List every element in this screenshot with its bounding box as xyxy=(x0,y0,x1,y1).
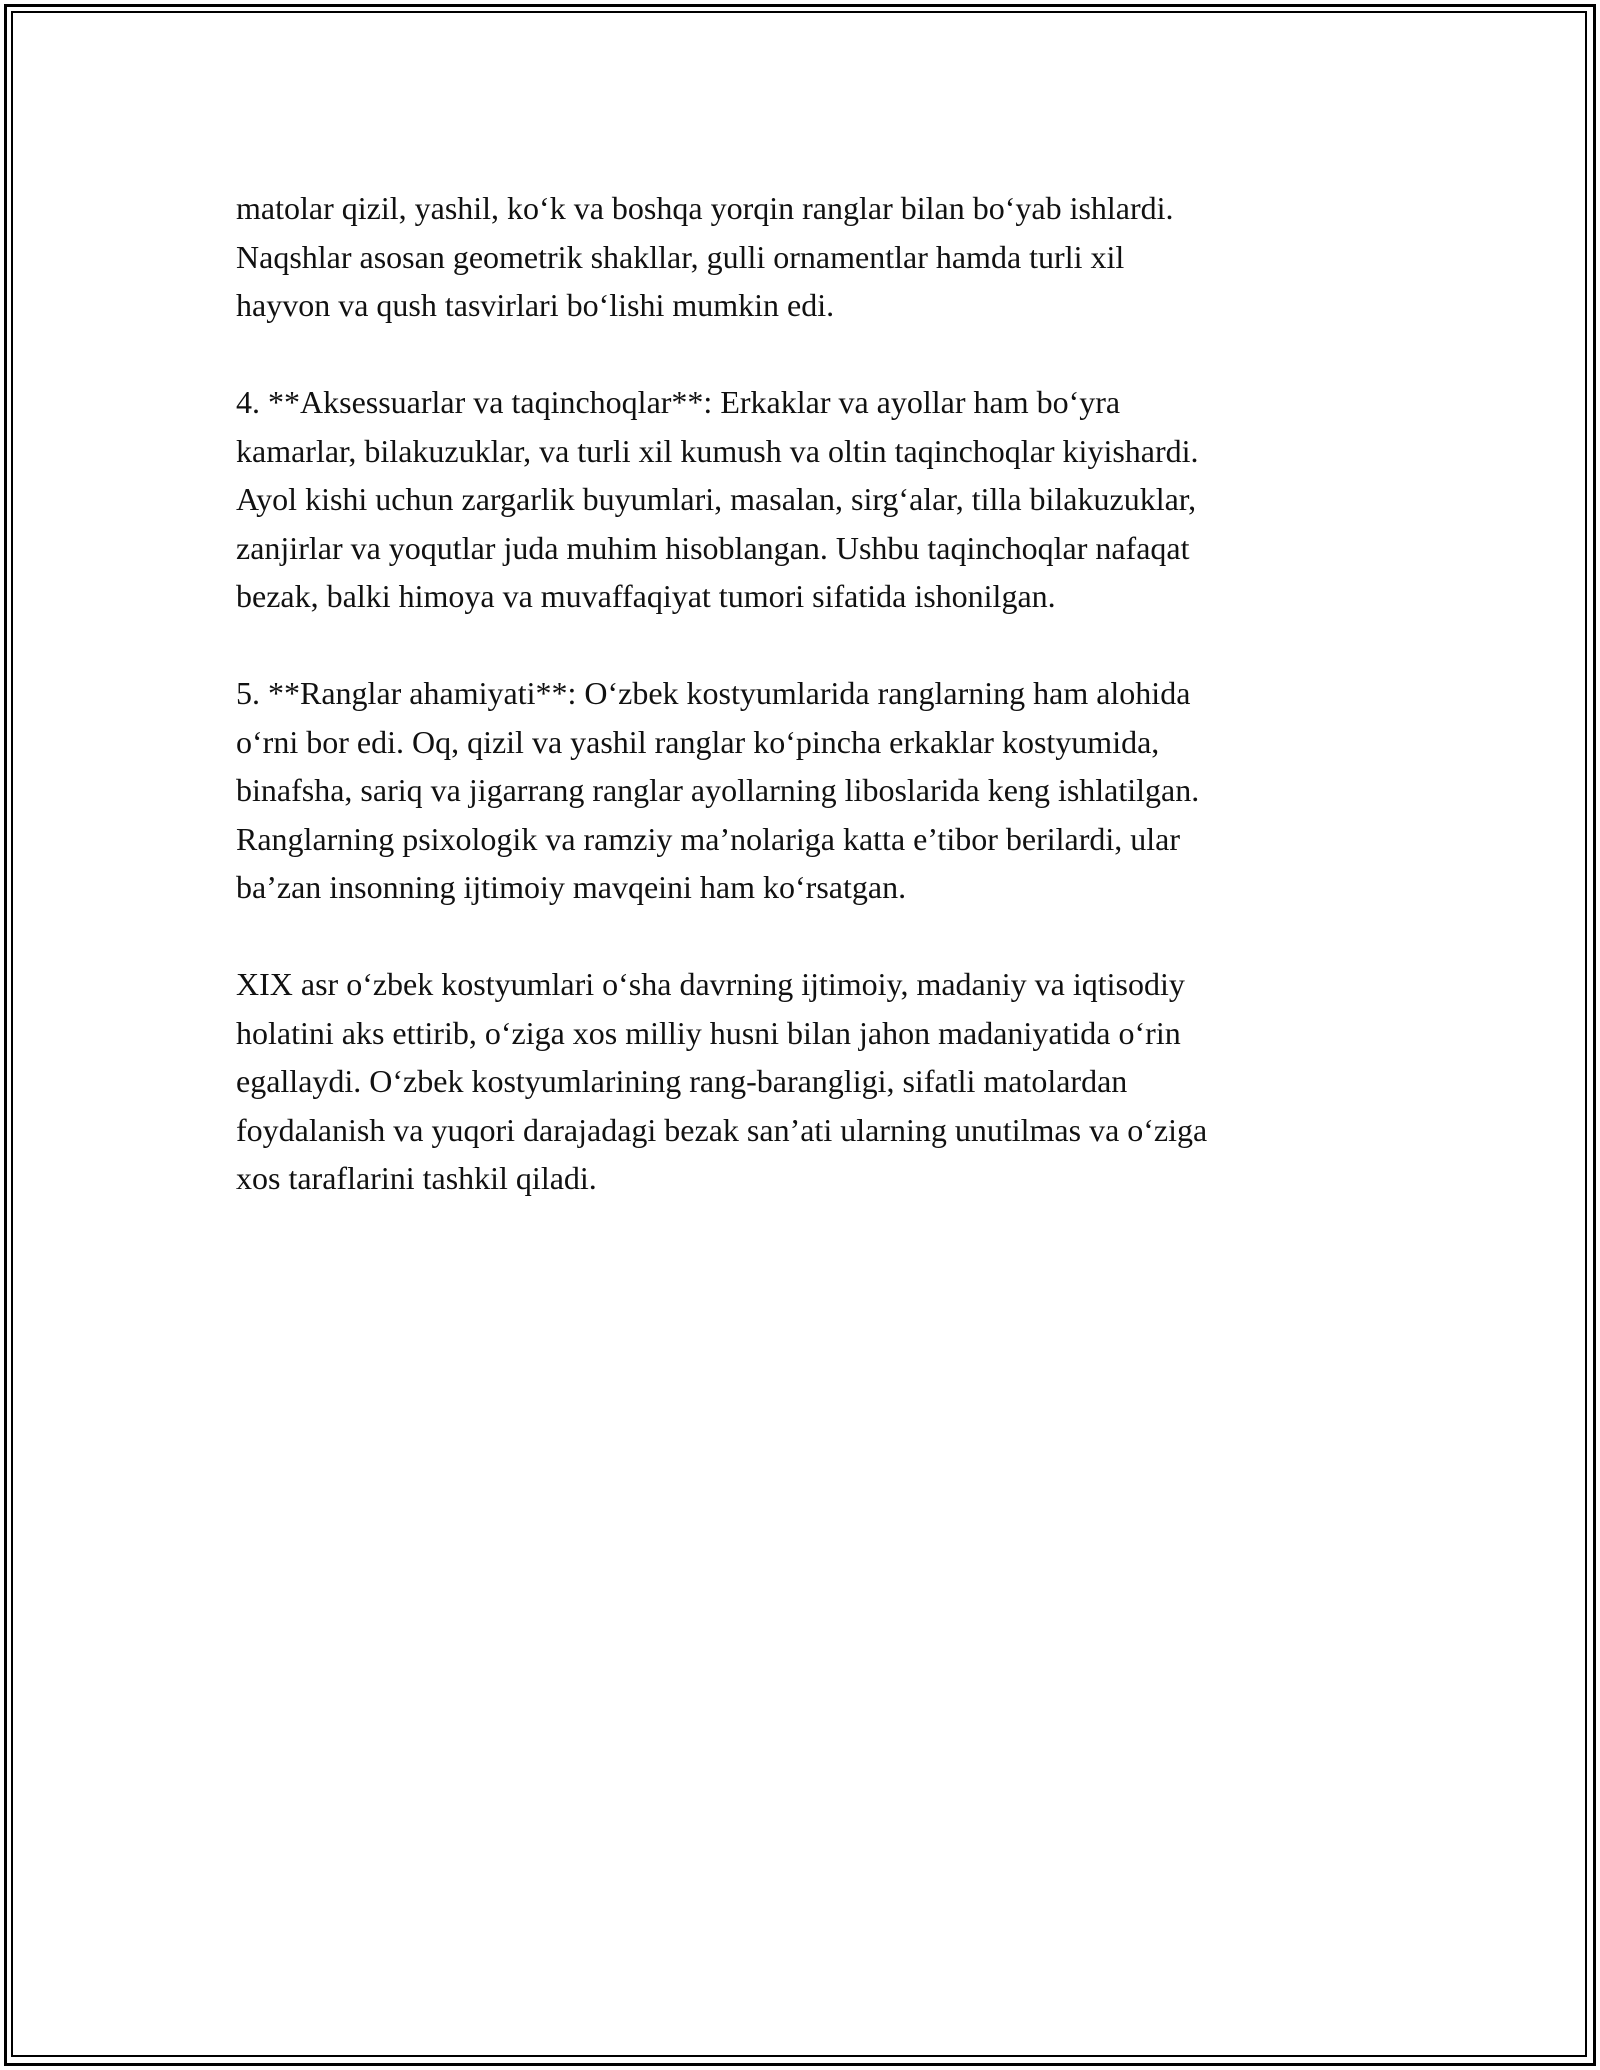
text-line: 4. **Aksessuarlar va taqinchoqlar**: Erkaklar va ayollar ham bo‘yra xyxy=(236,384,1121,420)
document-body xyxy=(236,184,1376,1251)
text-line: holatini aks ettirib, o‘ziga xos milliy husni bilan jahon madaniyatida o‘rin xyxy=(236,1014,1181,1051)
text-line: xos taraflarini tashkil qiladi. xyxy=(236,1160,597,1196)
text-line: binafsha, sariq va jigarrang ranglar ayollarning liboslarida keng ishlatilgan. xyxy=(236,772,1200,808)
paragraph-materials-patterns xyxy=(236,184,1376,330)
text-line: Naqshlar asosan geometrik shakllar, gulli ornamentlar hamda turli xil xyxy=(236,238,1125,275)
text-line: XIX asr o‘zbek kostyumlari o‘sha davrning ijtimoiy, madaniy va iqtisodiy xyxy=(236,966,1185,1002)
text-line: o‘rni bor edi. Oq, qizil va yashil ranglar ko‘pincha erkaklar kostyumida, xyxy=(236,723,1160,760)
text-line: bezak, balki himoya va muvaffaqiyat tumori sifatida ishonilgan. xyxy=(236,578,1056,614)
paragraph-accessories xyxy=(236,378,1376,621)
text-line: zanjirlar va yoqutlar juda muhim hisoblangan. Ushbu taqinchoqlar nafaqat xyxy=(236,529,1190,566)
text-line: foydalanish va yuqori darajadagi bezak san’ati ularning unutilmas va o‘ziga xyxy=(236,1111,1208,1148)
paragraph-colors xyxy=(236,669,1376,912)
text-line: 5. **Ranglar ahamiyati**: O‘zbek kostyumlarida ranglarning ham alohida xyxy=(236,675,1191,711)
text-line: kamarlar, bilakuzuklar, va turli xil kumush va oltin taqinchoqlar kiyishardi. xyxy=(236,432,1199,469)
text-line: Ranglarning psixologik va ramziy ma’nolariga katta e’tibor berilardi, ular xyxy=(236,820,1180,857)
text-line: hayvon va qush tasvirlari bo‘lishi mumkin edi. xyxy=(236,287,835,323)
text-line: egallaydi. O‘zbek kostyumlarining rang-barangligi, sifatli matolardan xyxy=(236,1063,1128,1099)
text-line: Ayol kishi uchun zargarlik buyumlari, masalan, sirg‘alar, tilla bilakuzuklar, xyxy=(236,481,1197,517)
paragraph-conclusion xyxy=(236,960,1376,1203)
text-line: matolar qizil, yashil, ko‘k va boshqa yorqin ranglar bilan bo‘yab ishlardi. xyxy=(236,190,1174,226)
text-line: ba’zan insonning ijtimoiy mavqeini ham ko‘rsatgan. xyxy=(236,869,907,905)
